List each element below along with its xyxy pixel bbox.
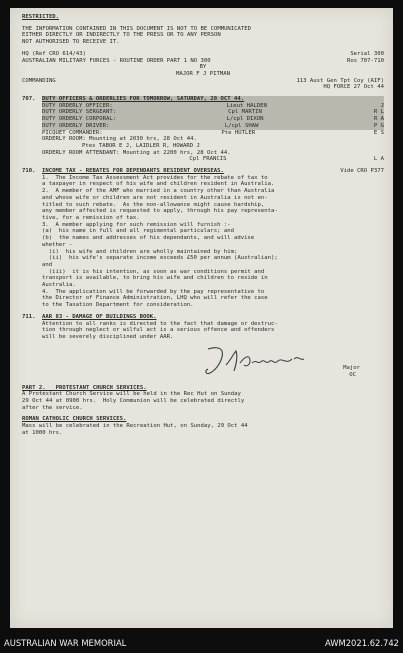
picquet-line: ORDERLY ROOM: Mounting at 2030 hrs, 28 Oct 44. <box>42 136 197 143</box>
body-line: will be severely disciplined under AAR. <box>42 333 174 340</box>
routine-order-text <box>22 14 384 437</box>
header-row-3 <box>22 78 384 85</box>
body-line: 3. A member applying for such remission will furnish :- <box>42 221 231 228</box>
paragraph-heading: DUTY OFFICERS & ORDERLIES FOR TOMORROW, SATURDAY, 28 OCT 44. <box>42 96 384 103</box>
paragraph-710 <box>22 168 384 309</box>
header-row-2 <box>22 58 384 65</box>
restriction-heading: RESTRICTED. <box>22 14 60 20</box>
part-2-heading: PART 2. PROTESTANT CHURCH SERVICES. <box>22 384 147 391</box>
duty-row <box>42 130 384 137</box>
body-line: (ii) his wife's separate income exceeds £50 per annum (Australian); <box>42 255 278 262</box>
order-date: HQ FORCE 27 Oct 44 <box>323 84 384 91</box>
order-range: Ros 707-710 <box>346 57 384 64</box>
body-line: any member affected is requested to apply, through his pay representa- <box>42 208 278 215</box>
archive-footer <box>0 636 403 650</box>
duty-title: DUTY ORDERLY CORPORAL: <box>42 116 117 123</box>
paragraph-heading: AAR 83 - DAMAGE OF BUILDINGS BOOK. <box>42 313 157 320</box>
duty-row <box>42 103 384 110</box>
duty-initials: R L <box>373 109 384 116</box>
paragraph-heading: INCOME TAX - REBATES FOR DEPENDANTS RESIDENT OVERSEAS. <box>42 168 224 175</box>
order-title: AUSTRALIAN MILITARY FORCES - ROUTINE ORDER PART 1 NO 300 <box>22 57 211 64</box>
signatory-rank: Major <box>343 364 360 371</box>
attendant-name: Cpl FRANCIS <box>189 156 227 163</box>
body-line: titled to such rebate. As the non-allowance might cause hardship, <box>42 201 265 208</box>
body-line: Australia. <box>42 282 76 289</box>
handwritten-signature <box>200 343 320 377</box>
body-line: and <box>42 261 53 268</box>
restriction-line: NOT AUTHORISED TO RECEIVE IT. <box>22 39 120 46</box>
duty-initials: J <box>380 102 384 109</box>
rc-services-heading: ROMAN CATHOLIC CHURCH SERVICES. <box>22 416 127 423</box>
body-line: tive, for a remission of tax. <box>42 214 140 221</box>
duty-initials: P G <box>373 122 384 129</box>
body-line: (i) his wife and children are wholly maintained by him; <box>42 248 238 255</box>
unit-name: 113 Aust Gen Tpt Coy (AIF) <box>296 77 384 84</box>
duty-row <box>42 109 384 116</box>
picquet-names: Ptes TABOR E J, LAIDLER R, HOWARD J <box>82 142 200 149</box>
archive-name: AUSTRALIAN WAR MEMORIAL <box>4 638 127 648</box>
header-row-1 <box>22 51 384 58</box>
restriction-line: THE INFORMATION CONTAINED IN THIS DOCUMENT IS NOT TO BE COMMUNICATED <box>22 25 252 32</box>
duty-title: DUTY ORDERLY DRIVER: <box>42 122 110 129</box>
body-line: (iii) it is his intention, as soon as war conditions permit and <box>42 268 265 275</box>
body-line: the Director of Finance Administration, LHQ who will refer the case <box>42 295 268 302</box>
body-line: 29 Oct 44 at 0900 hrs. Holy Communion will be celebrated directly <box>22 398 245 405</box>
document-page <box>10 8 393 628</box>
duty-row <box>42 116 384 123</box>
serial: Serial 300 <box>350 50 384 57</box>
paragraph-707 <box>22 96 384 163</box>
body-line: tion through neglect or wilful act is a serious offence and offenders <box>42 327 275 334</box>
body-line: 4. The application will be forwarded by the pay representative to <box>42 288 265 295</box>
body-line: Attention to all ranks is directed to the fact that damage or destruc- <box>42 320 278 327</box>
archive-reference: AWM2021.62.742 <box>324 638 399 648</box>
body-line: whether - <box>42 241 73 248</box>
body-line: Mass will be celebrated in the Recreation Hut, on Sunday, 29 Oct 44 <box>22 423 248 430</box>
paragraph-heading-row <box>42 168 384 175</box>
body-line: (b) the names and addresses of his dependants, and will advise <box>42 235 255 242</box>
header-row-4 <box>22 84 384 91</box>
by-label: BY <box>199 64 207 71</box>
signature-block <box>22 341 384 385</box>
commanding-label: COMMANDING <box>22 77 56 84</box>
paragraph-711 <box>22 314 384 341</box>
body-line: a taxpayer in respect of his wife and children resident in Australia. <box>42 181 275 188</box>
attendant-row <box>42 156 384 163</box>
body-line: A Protestant Church Service will be held in the Rec Hut on Sunday <box>22 391 241 398</box>
duty-title: DUTY ORDERLY SERGEANT: <box>42 109 117 116</box>
paragraph-number: 707. <box>22 96 36 103</box>
attendant-initials: L A <box>373 156 384 163</box>
duty-initials: E S <box>373 129 384 136</box>
body-line: transport is available, to bring his wife and children to reside in <box>42 275 268 282</box>
duty-title: DUTY ORDERLY OFFICER: <box>42 102 113 109</box>
body-line: (a) his name in full and all regimental particulars; and <box>42 228 234 235</box>
paragraph-number: 711. <box>22 313 36 320</box>
body-line: to the Taxation Department for consideration. <box>42 302 194 309</box>
paragraph-reference: Vide CRO P377 <box>340 168 384 175</box>
body-line: 1. The Income Tax Assessment Act provides for the rebate of tax to <box>42 174 268 181</box>
commander-name: MAJOR F J PITMAN <box>176 70 230 77</box>
duty-name: Cpl MARTIN <box>228 109 262 116</box>
attendant-line: ORDERLY ROOM ATTENDANT: Mounting at 2200 hrs, 28 Oct 44. <box>42 149 231 156</box>
duty-name: Lieut HALDEN <box>226 102 267 109</box>
duty-name: L/cpl SHAW <box>224 122 259 129</box>
signatory-appointment: OC <box>349 371 356 378</box>
restriction-line: EITHER DIRECTLY OR INDIRECTLY TO THE PRESS OR TO ANY PERSON <box>22 32 221 39</box>
body-line: 2. A member of the AMF who married in a country other than Australia <box>42 188 275 195</box>
paragraph-number: 710. <box>22 168 36 175</box>
duty-title: PICQUET COMMANDER: <box>42 129 103 136</box>
duty-initials: R A <box>373 116 384 123</box>
body-line: at 1000 hrs. <box>22 429 63 436</box>
body-line: after the service. <box>22 404 83 411</box>
paragraph-body <box>42 175 384 309</box>
duty-name: Pte HUTLER <box>221 129 256 136</box>
reference: HQ (Ref CRO 614/43) <box>22 50 86 57</box>
duty-row <box>42 123 384 130</box>
duty-name: L/cpl DIXON <box>226 116 264 123</box>
body-line: and whose wife or children are not resident in Australia is not en- <box>42 194 268 201</box>
